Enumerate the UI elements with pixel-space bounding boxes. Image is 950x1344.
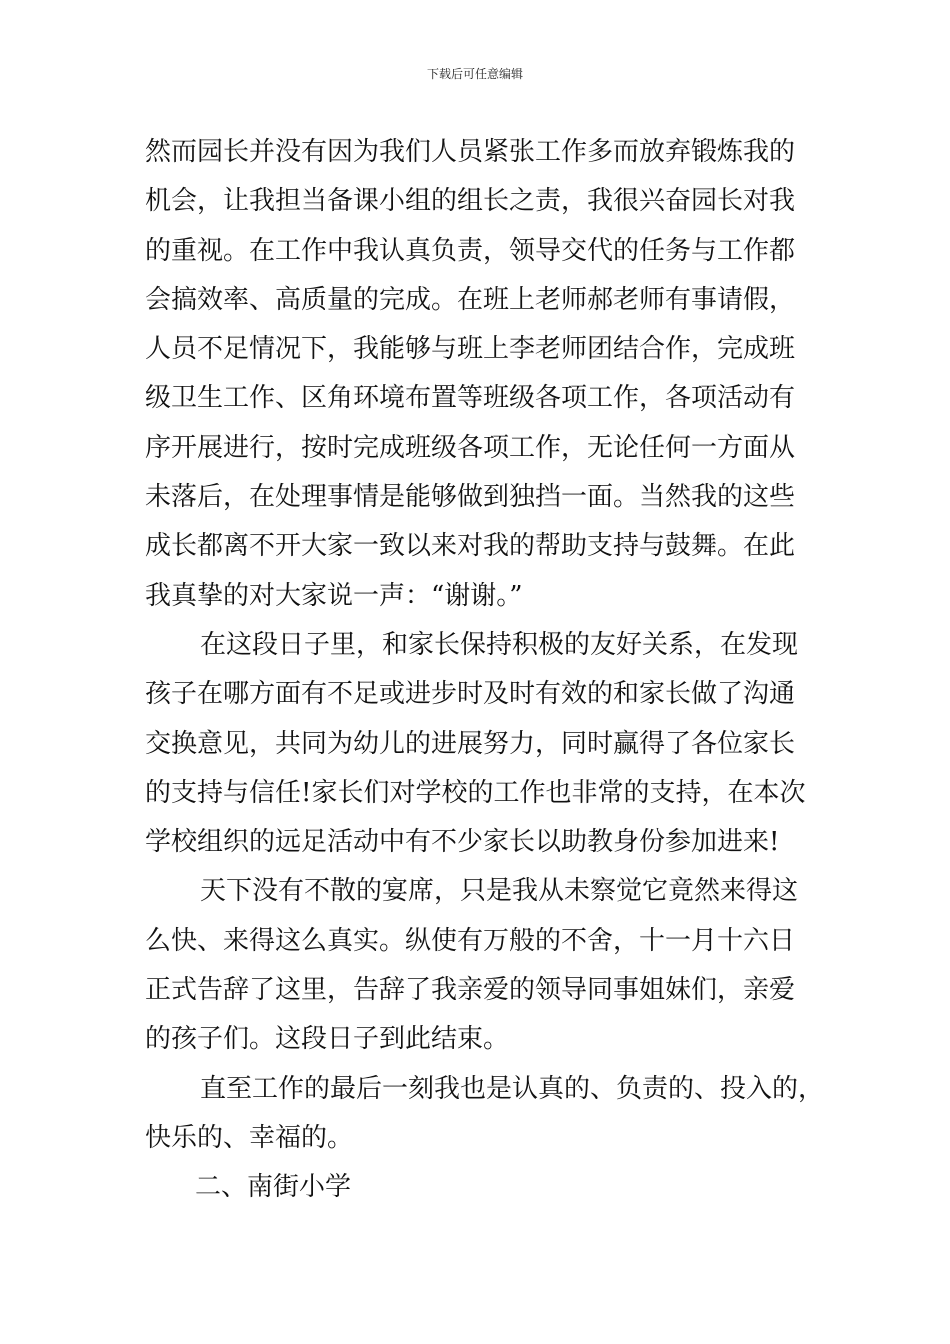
- text-line: 的孩子们。这段日子到此结束。: [145, 1024, 510, 1055]
- paragraph-2: [145, 621, 809, 867]
- text-line: 级卫生工作、区角环境布置等班级各项工作，各项活动有: [145, 383, 796, 414]
- text-line: 的重视。在工作中我认真负责，领导交代的任务与工作都: [145, 235, 796, 266]
- text-line: 交换意见，共同为幼儿的进展努力，同时赢得了各位家长: [145, 728, 796, 759]
- text-line: 在这段日子里，和家长保持积极的友好关系，在发现: [200, 629, 799, 660]
- section-heading: 二、南街小学: [195, 1172, 352, 1203]
- text-line: 我真挚的对大家说一声：“谢谢。”: [145, 580, 523, 611]
- page-header: 下载后可任意编辑: [426, 67, 523, 81]
- text-line: 然而园长并没有因为我们人员紧张工作多而放弃锻炼我的: [145, 137, 796, 167]
- text-line: 的支持与信任!家长们对学校的工作也非常的支持，在本次: [145, 777, 806, 808]
- text-line: 成长都离不开大家一致以来对我的帮助支持与鼓舞。在此: [145, 531, 796, 562]
- text-line: 序开展进行，按时完成班级各项工作，无论任何一方面从: [145, 432, 796, 463]
- text-line: 孩子在哪方面有不足或进步时及时有效的和家长做了沟通: [145, 679, 796, 710]
- text-line: 天下没有不散的宴席，只是我从未察觉它竟然来得这: [200, 876, 799, 907]
- text-line: 会搞效率、高质量的完成。在班上老师郝老师有事请假，: [145, 284, 796, 315]
- paragraph-3: [145, 867, 809, 1064]
- text-line: 人员不足情况下，我能够与班上李老师团结合作，完成班: [145, 334, 796, 365]
- text-line: 学校组织的远足活动中有不少家长以助教身份参加进来!: [145, 827, 780, 858]
- text-line: 正式告辞了这里，告辞了我亲爱的领导同事姐妹们，亲爱: [145, 975, 796, 1006]
- paragraph-4: [145, 1065, 825, 1164]
- text-line: 机会，让我担当备课小组的组长之责，我很兴奋园长对我: [145, 186, 796, 217]
- text-line: 么快、来得这么真实。纵使有万般的不舍，十一月十六日: [145, 925, 796, 956]
- paragraph-1: [145, 128, 809, 621]
- text-line: 未落后，在处理事情是能够做到独挡一面。当然我的这些: [145, 482, 796, 513]
- text-line: 快乐的、幸福的。: [145, 1122, 354, 1153]
- text-line: 直至工作的最后一刻我也是认真的、负责的、投入的，: [200, 1073, 825, 1104]
- document-body: [145, 128, 825, 1213]
